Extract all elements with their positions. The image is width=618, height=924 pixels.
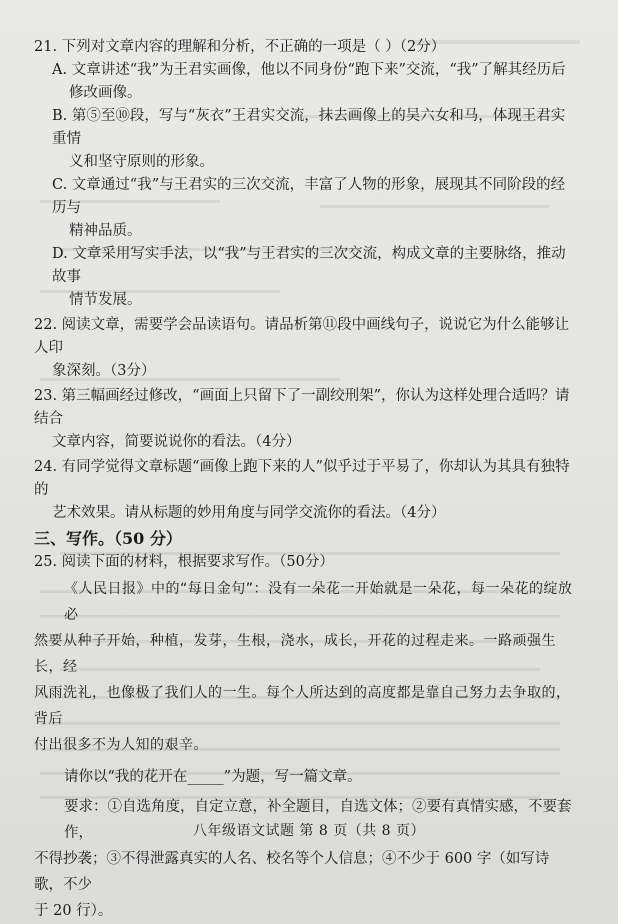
writing-prompt: 请你以“我的花开在_____”为题，写一篇文章。 xyxy=(64,769,362,785)
question-21 xyxy=(34,36,574,312)
option-a xyxy=(34,59,574,105)
question-24 xyxy=(34,456,574,525)
option-b-line-2: 义和坚守原则的形象。 xyxy=(69,154,214,170)
question-24-line-2: 艺术效果。请从标题的妙用角度与同学交流你的看法。（4分） xyxy=(52,505,446,521)
material-line-2: 然要从种子开始，种植，发芽，生根，浇水，成长，开花的过程走来。一路顽强生长，经 xyxy=(34,633,556,675)
option-b-letter: B. xyxy=(52,108,68,124)
exam-content xyxy=(34,36,574,924)
question-21-stem: 21. 下列对文章内容的理解和分析，不正确的一项是（ ）（2分） xyxy=(34,39,446,55)
question-23 xyxy=(34,385,574,454)
requirements-line-2: 不得抄袭；③不得泄露真实的人名、校名等个人信息；④不少于 600 字（如写诗歌，不少 xyxy=(34,851,550,893)
option-b xyxy=(34,105,574,174)
requirements-line-1: 要求：①自选角度，自定立意，补全题目，自选文体；②要有真情实感，不要套作， xyxy=(64,799,572,841)
material-line-3: 风雨洗礼，也像极了我们人的一生。每个人所达到的高度都是靠自己努力去争取的，背后 xyxy=(34,685,571,727)
question-24-line-1: 24. 有同学觉得文章标题“画像上跑下来的人”似乎过于平易了，你却认为其具有独特的 xyxy=(34,459,570,498)
option-a-line-2: 修改画像。 xyxy=(69,85,142,101)
question-25-stem: 25. 阅读下面的材料，根据要求写作。（50分） xyxy=(34,554,334,570)
question-22-line-2: 象深刻。（3分） xyxy=(52,363,156,379)
option-a-letter: A. xyxy=(52,62,68,78)
question-23-line-1: 23. 第三幅画经过修改，“画面上只留下了一副绞刑架”，你认为这样处理合适吗？请结合 xyxy=(34,388,570,427)
option-c-line-2: 精神品质。 xyxy=(69,223,142,239)
requirements-line-3: 于 20 行）。 xyxy=(34,903,113,919)
writing-material xyxy=(34,576,574,758)
option-d xyxy=(34,243,574,312)
question-22 xyxy=(34,314,574,383)
material-line-1: 《人民日报》中的“每日金句”：没有一朵花一开始就是一朵花，每一朵花的绽放必 xyxy=(64,581,573,623)
question-23-line-2: 文章内容，简要说说你的看法。（4分） xyxy=(52,434,301,450)
option-a-line-1: 文章讲述“我”为王君实画像，他以不同身份“跑下来”交流，“我”了解其经历后 xyxy=(71,62,566,78)
section-3-heading: 三、写作。（50 分） xyxy=(34,529,182,548)
option-c-letter: C. xyxy=(52,177,68,193)
option-d-letter: D. xyxy=(52,246,68,262)
option-d-line-1: 文章采用写实手法，以“我”与王君实的三次交流，构成文章的主要脉络，推动故事 xyxy=(52,246,566,285)
option-c-line-1: 文章通过“我”与王君实的三次交流，丰富了人物的形象，展现其不同阶段的经历与 xyxy=(52,177,566,216)
question-22-line-1: 22. 阅读文章，需要学会品读语句。请品析第⑪段中画线句子，说说它为什么能够让人印 xyxy=(34,317,570,356)
writing-requirements xyxy=(34,794,574,924)
option-d-line-2: 情节发展。 xyxy=(69,292,142,308)
page-footer: 八年级语文试题 第 8 页（共 8 页） xyxy=(192,823,426,839)
material-line-4: 付出很多不为人知的艰辛。 xyxy=(34,737,208,753)
option-c xyxy=(34,174,574,243)
option-b-line-1: 第⑤至⑩段，写与“灰衣”王君实交流，抹去画像上的吴六女和马，体现王君实重情 xyxy=(52,108,566,147)
